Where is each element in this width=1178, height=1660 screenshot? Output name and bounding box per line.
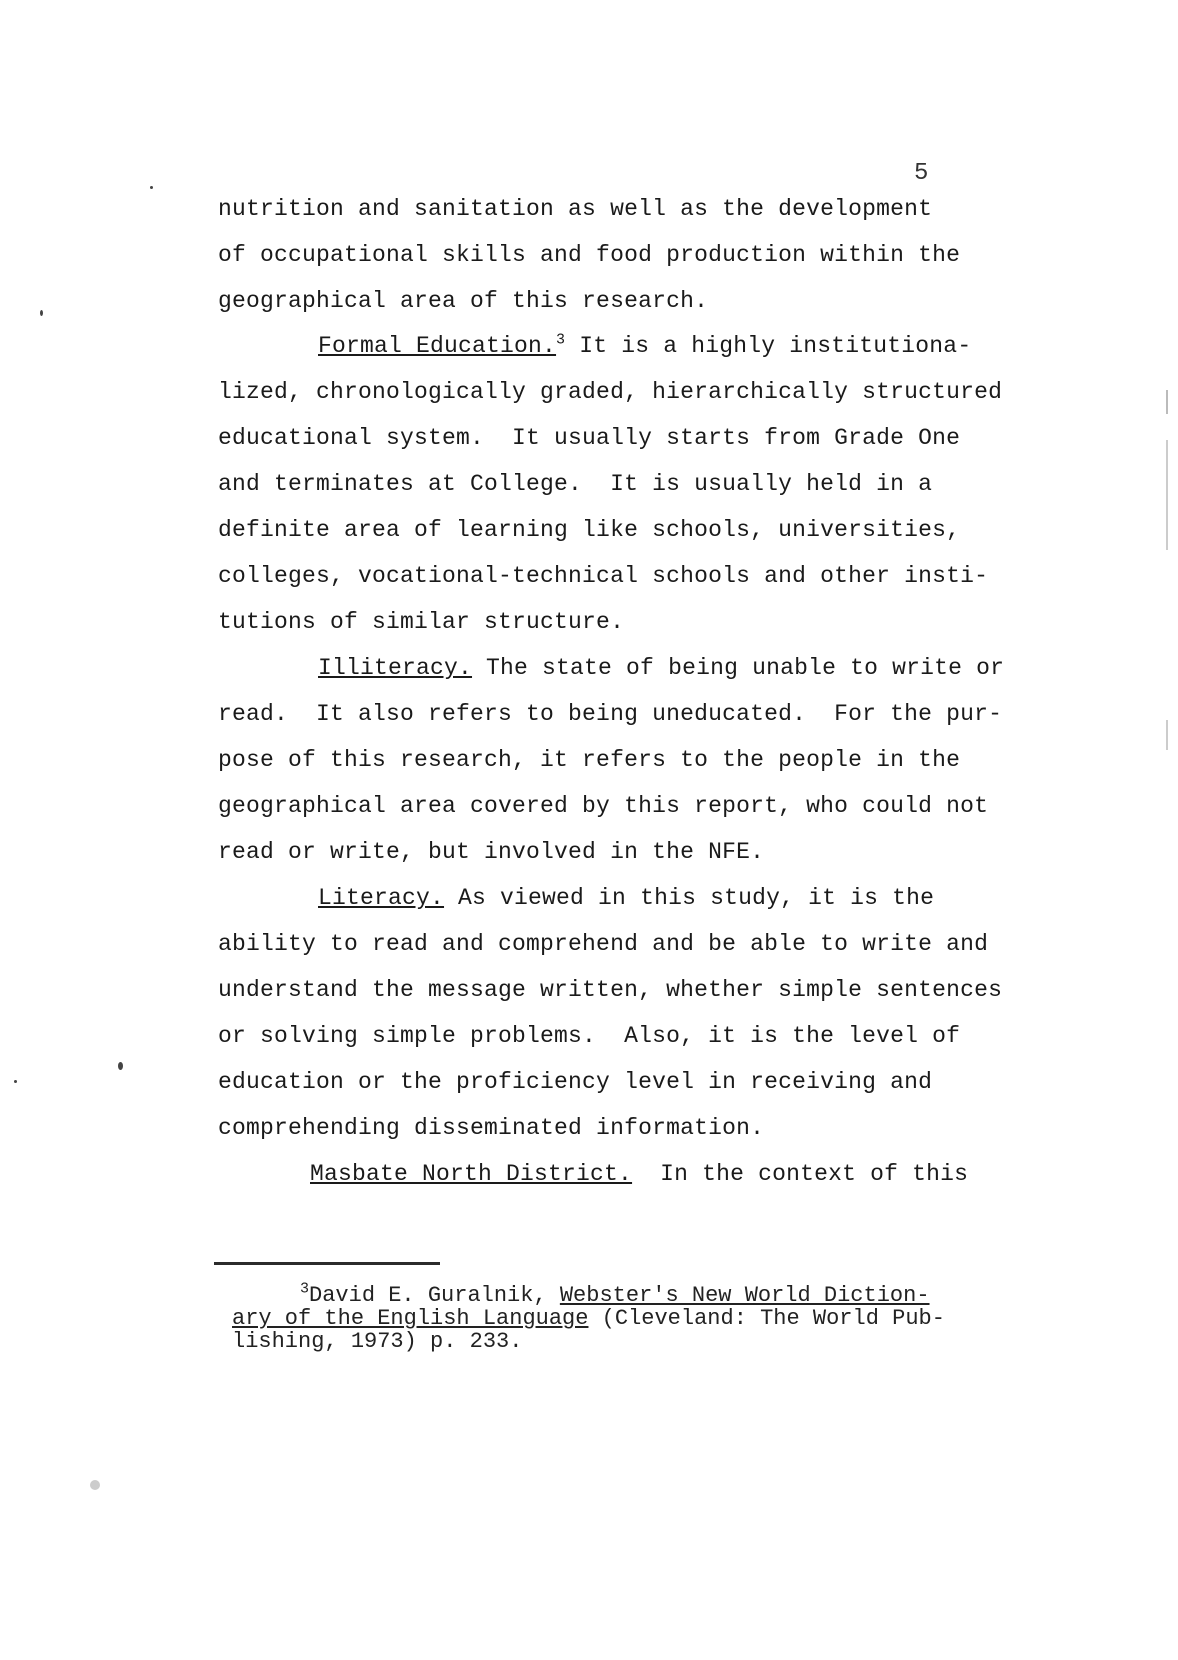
term-literacy: Literacy. (318, 885, 445, 911)
page-number: 5 (914, 160, 929, 187)
footnote-publisher: (Cleveland: The World Pub- (588, 1306, 945, 1331)
text-line: lized, chronologically graded, hierarchically structured (218, 379, 1003, 405)
definition-formal-education (318, 333, 971, 359)
text-line: nutrition and sanitation as well as the development (218, 196, 933, 222)
footnote-title: ary of the English Language (232, 1306, 589, 1331)
text-segment: The state of being unable to write or (472, 655, 1005, 681)
scan-speck (90, 1480, 100, 1490)
definition-masbate-north-district (310, 1161, 968, 1187)
scan-speck (118, 1062, 123, 1070)
footnote-reference: 3 (556, 331, 566, 349)
scan-speck (1166, 440, 1168, 550)
footnote-divider (214, 1262, 440, 1265)
text-line: read. It also refers to being uneducated. For the pur- (218, 701, 1003, 727)
text-segment: As viewed in this study, it is the (444, 885, 935, 911)
text-line: comprehending disseminated information. (218, 1115, 765, 1141)
text-segment: It is a highly institutiona- (565, 333, 972, 359)
text-line: tutions of similar structure. (218, 609, 625, 635)
text-line: geographical area of this research. (218, 288, 709, 314)
text-line: geographical area covered by this report, who could not (218, 793, 989, 819)
text-line: of occupational skills and food production within the (218, 242, 961, 268)
scan-speck (150, 186, 153, 189)
text-line: or solving simple problems. Also, it is the level of (218, 1023, 961, 1049)
text-line: educational system. It usually starts from Grade One (218, 425, 961, 451)
text-line: and terminates at College. It is usually held in a (218, 471, 933, 497)
scan-speck (1166, 720, 1168, 750)
footnote-line: lishing, 1973) p. 233. (232, 1329, 523, 1354)
footnote-author: David E. Guralnik, (309, 1283, 560, 1308)
scan-speck (14, 1080, 17, 1083)
text-line: definite area of learning like schools, universities, (218, 517, 961, 543)
text-line: pose of this research, it refers to the people in the (218, 747, 961, 773)
term-illiteracy: Illiteracy. (318, 655, 473, 681)
definition-literacy (318, 885, 934, 911)
definition-illiteracy (318, 655, 1004, 681)
text-line: read or write, but involved in the NFE. (218, 839, 765, 865)
footnote-line (300, 1280, 930, 1308)
footnote-title: Webster's New World Diction- (559, 1283, 930, 1308)
footnote-line (232, 1308, 945, 1330)
term-formal-education: Formal Education. (318, 333, 557, 359)
text-line: education or the proficiency level in receiving and (218, 1069, 933, 1095)
scan-speck (1166, 390, 1168, 414)
text-line: understand the message written, whether simple sentences (218, 977, 1003, 1003)
text-segment: In the context of this (632, 1161, 969, 1187)
term-masbate-north-district: Masbate North District. (310, 1161, 633, 1187)
text-line: colleges, vocational-technical schools and other insti- (218, 563, 989, 589)
text-line: ability to read and comprehend and be able to write and (218, 931, 989, 957)
footnote-mark: 3 (300, 1280, 310, 1298)
scan-speck (40, 310, 43, 316)
